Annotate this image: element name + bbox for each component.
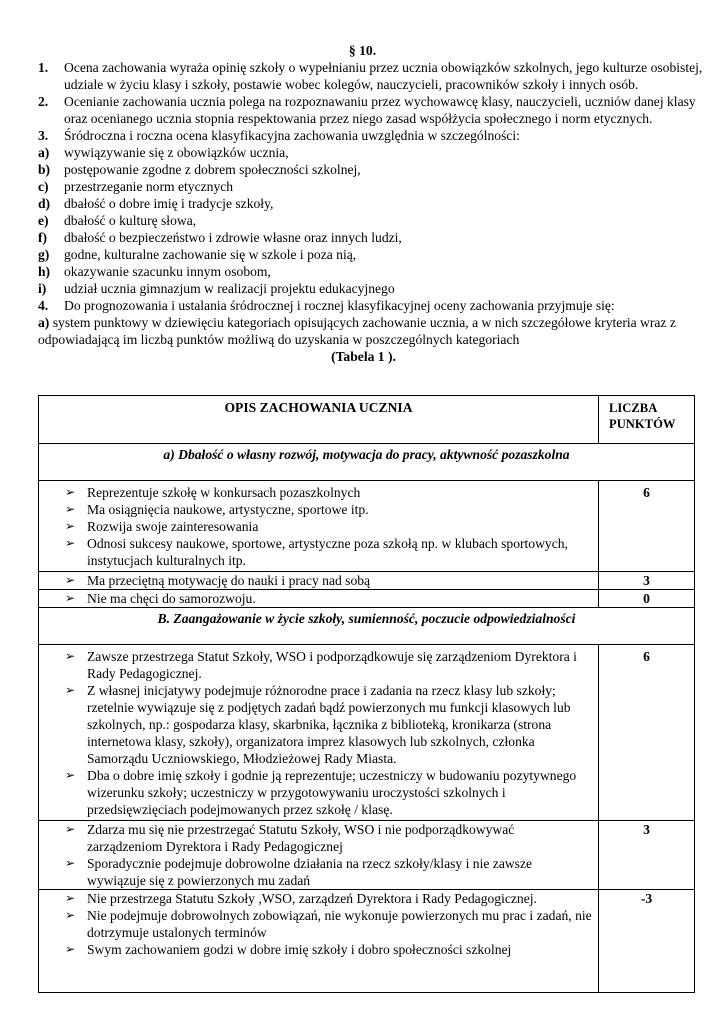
- paragraph-3: 3. Śródroczna i roczna ocena klasyfikacyjna zachowania uwzględnia w szczególności:: [38, 128, 520, 143]
- table-row: [39, 890, 695, 993]
- category-title: B. Zaangażowanie w życie szkoły, sumienność, poczucie odpowiedzialności: [39, 608, 695, 645]
- bullet-arrow-icon: ➢: [65, 942, 76, 956]
- criterion-g: g) godne, kulturalne zachowanie się w szkole i poza nią,: [38, 247, 357, 262]
- list-item: ➢ Swym zachowaniem godzi w dobre imię szkoły i dobro społeczności szkolnej: [65, 942, 512, 957]
- bullet-arrow-icon: ➢: [65, 591, 76, 605]
- list-item: ➢ Zawsze przestrzega Statut Szkoły, WSO i podporządkowuje się zarządzeniom Dyrektora i Rady Pedagogicznej.: [65, 649, 577, 681]
- bullet-arrow-icon: ➢: [65, 649, 76, 663]
- list-item: ➢ Ma przeciętną motywację do nauki i pracy nad sobą: [65, 573, 371, 588]
- points-value: 6: [599, 645, 695, 821]
- intro-text: [38, 59, 703, 365]
- paragraph-1: 1. Ocena zachowania wyraża opinię szkoły o wypełnianiu przez ucznia obowiązków szkolnych, jego kulturze osobistej, udziale w życiu klasy i szkoły, postawie wobec kolegów, nauczycieli, pracowników szkoły i innych osób.: [38, 60, 703, 92]
- table-caption: (Tabela 1 ).: [331, 349, 396, 364]
- bullet-arrow-icon: ➢: [65, 519, 76, 533]
- category-row: [39, 608, 695, 645]
- table-header-row: [39, 396, 695, 444]
- paragraph-4a: a) system punktowy w dziewięciu kategoriach opisujących zachowanie ucznia, a w nich szczegółowe kryteria wraz z odpowiadającą im liczbą punktów możliwą do uzyskania w poszczególnych kategoriach: [38, 315, 676, 347]
- list-item: ➢ Nie przestrzega Statutu Szkoły ,WSO, zarządzeń Dyrektora i Rady Pedagogicznej.: [65, 891, 537, 906]
- paragraph-4: 4. Do prognozowania i ustalania śródrocznej i rocznej klasyfikacyjnej oceny zachowania przyjmuje się:: [38, 298, 615, 313]
- table-row: [39, 590, 695, 608]
- table-row: [39, 572, 695, 590]
- criterion-d: d) dbałość o dobre imię i tradycje szkoły,: [38, 196, 274, 211]
- table-row: [39, 821, 695, 890]
- list-item: ➢ Odnosi sukcesy naukowe, sportowe, artystyczne poza szkołą np. w klubach sportowych, instytucjach kulturalnych itp.: [65, 536, 568, 568]
- points-value: -3: [599, 890, 695, 993]
- list-item: ➢ Dba o dobre imię szkoły i godnie ją reprezentuje; uczestniczy w budowaniu pozytywnego wizerunku szkoły; uczestniczy w przygotowywaniu uroczystości szkolnych i przedsięwzięciach podejmowanych przez szkołę / klasę.: [65, 768, 577, 817]
- bullet-arrow-icon: ➢: [65, 485, 76, 499]
- bullet-arrow-icon: ➢: [65, 536, 76, 550]
- criterion-f: f) dbałość o bezpieczeństwo i zdrowie własne oraz innych ludzi,: [38, 230, 402, 245]
- list-item: ➢ Nie ma chęci do samorozwoju.: [65, 591, 256, 606]
- list-item: ➢ Zdarza mu się nie przestrzegać Statutu Szkoły, WSO i nie podporządkowywać zarządzeniom Dyrektora i Rady Pedagogicznej: [65, 822, 515, 854]
- table-row: [39, 481, 695, 572]
- list-item: ➢ Sporadycznie podejmuje dobrowolne działania na rzecz szkoły/klasy i nie zawsze wywiązuje się z powierzonych mu zadań: [65, 856, 533, 888]
- column-header-points: LICZBA PUNKTÓW: [599, 396, 695, 444]
- bullet-arrow-icon: ➢: [65, 856, 76, 870]
- criterion-i: i) udział ucznia gimnazjum w realizacji projektu edukacyjnego: [38, 281, 395, 296]
- points-value: 0: [599, 590, 695, 608]
- points-value: 6: [599, 481, 695, 572]
- bullet-arrow-icon: ➢: [65, 573, 76, 587]
- criterion-c: c) przestrzeganie norm etycznych: [38, 179, 234, 194]
- section-heading: § 10.: [348, 43, 377, 58]
- bullet-arrow-icon: ➢: [65, 683, 76, 697]
- bullet-arrow-icon: ➢: [65, 891, 76, 905]
- bullet-arrow-icon: ➢: [65, 502, 76, 516]
- list-item: ➢ Ma osiągnięcia naukowe, artystyczne, sportowe itp.: [65, 502, 369, 517]
- list-item: ➢ Nie podejmuje dobrowolnych zobowiązań, nie wykonuje powierzonych mu prac i zadań, nie dotrzymuje ustalonych terminów: [65, 908, 592, 940]
- criterion-a: a) wywiązywanie się z obowiązków ucznia,: [38, 145, 289, 160]
- list-item: ➢ Z własnej inicjatywy podejmuje różnorodne prace i zadania na rzecz klasy lub szkoły; rzetelnie wywiązuje się z podjętych zadań bądź powierzonych mu funkcji klasowych lub szkolnych, np.: gospodarza klasy, skarbnika, łącznika z biblioteką, kronikarza (strona internetowa klasy, szkoły), organizatora imprez klasowych lub szkolnych, członka Samorządu Uczniowskiego, Młodzieżowej Rady Miasta.: [65, 683, 571, 766]
- bullet-arrow-icon: ➢: [65, 908, 76, 922]
- criterion-b: b) postępowanie zgodne z dobrem społeczności szkolnej,: [38, 162, 361, 177]
- criterion-e: e) dbałość o kulturę słowa,: [38, 213, 197, 228]
- points-value: 3: [599, 821, 695, 890]
- behavior-table: [38, 395, 695, 993]
- bullet-arrow-icon: ➢: [65, 768, 76, 782]
- points-value: 3: [599, 572, 695, 590]
- category-row: [39, 444, 695, 481]
- criterion-h: h) okazywanie szacunku innym osobom,: [38, 264, 271, 279]
- table-row: [39, 645, 695, 821]
- category-title: a) Dbałość o własny rozwój, motywacja do pracy, aktywność pozaszkolna: [39, 444, 695, 481]
- list-item: ➢ Rozwija swoje zainteresowania: [65, 519, 259, 534]
- paragraph-2: 2. Ocenianie zachowania ucznia polega na rozpoznawaniu przez wychowawcę klasy, nauczycieli, uczniów danej klasy oraz ocenianego ucznia stopnia respektowania przez niego zasad współżycia społecznego i norm etycznych.: [38, 94, 696, 126]
- bullet-arrow-icon: ➢: [65, 822, 76, 836]
- column-header-description: OPIS ZACHOWANIA UCZNIA: [39, 396, 599, 444]
- list-item: ➢ Reprezentuje szkołę w konkursach pozaszkolnych: [65, 485, 361, 500]
